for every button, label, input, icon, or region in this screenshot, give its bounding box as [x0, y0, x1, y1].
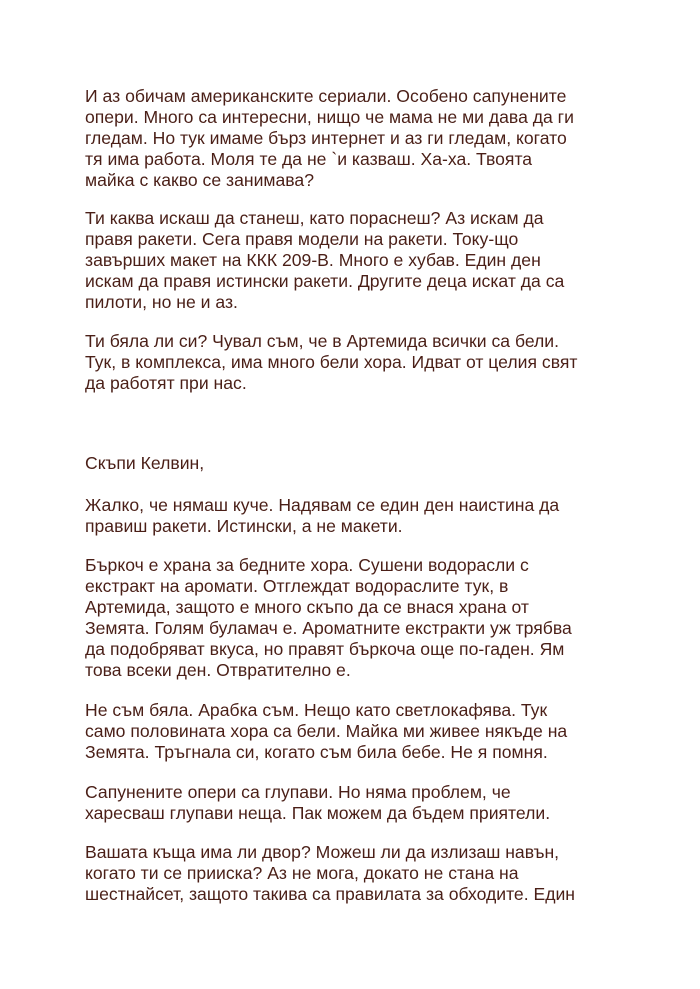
letter-one-paragraph-1	[85, 86, 625, 191]
text-line: опери. Много са интересни, нищо че мама не ми дава да ги	[85, 107, 574, 127]
text-line: правя ракети. Сега правя модели на ракети. Току-що	[85, 229, 519, 249]
letter-two-paragraph-1	[85, 495, 625, 537]
text-line: екстракт на аромати. Отглеждат водораслите тук, в	[85, 576, 509, 596]
text-line: правиш ракети. Истински, а не макети.	[85, 516, 403, 536]
text-line: Не съм бяла. Арабка съм. Нещо като светлокафява. Тук	[85, 700, 548, 720]
text-line: И аз обичам американските сериали. Особено сапунените	[85, 86, 567, 106]
letter-two-paragraph-3	[85, 700, 625, 763]
letter-two-salutation	[85, 453, 625, 474]
text-line: гледам. Но тук имаме бърз интернет и аз ги гледам, когато	[85, 128, 567, 148]
letter-two-paragraph-2	[85, 555, 625, 681]
text-line: майка с какво се занимава?	[85, 170, 315, 190]
text-line: завърших макет на ККК 209-В. Много е хубав. Един ден	[85, 250, 541, 270]
text-line: харесваш глупави неща. Пак можем да бъдем приятели.	[85, 803, 551, 823]
text-line: да работят при нас.	[85, 373, 247, 393]
text-line: пилоти, но не и аз.	[85, 292, 238, 312]
text-line: Земята. Тръгнала си, когато съм била бебе. Не я помня.	[85, 742, 548, 762]
text-line: Вашата къща има ли двор? Можеш ли да излизаш навън,	[85, 842, 560, 862]
text-line: Сапунените опери са глупави. Но няма проблем, че	[85, 782, 511, 802]
salutation: Скъпи Келвин,	[85, 453, 205, 473]
text-line: шестнайсет, защото такива са правилата за обходите. Един	[85, 884, 576, 904]
letter-one-paragraph-2	[85, 208, 625, 313]
text-line: Земята. Голям буламач е. Ароматните екстракти уж трябва	[85, 618, 572, 638]
text-line: когато ти се прииска? Аз не мога, докато не стана на	[85, 863, 519, 883]
text-line: тя има работа. Моля те да не `и казваш. Ха-ха. Твоята	[85, 149, 533, 169]
text-line: Ти бяла ли си? Чувал съм, че в Артемида всички са бели.	[85, 331, 559, 351]
text-line: Бъркоч е храна за бедните хора. Сушени водорасли с	[85, 555, 529, 575]
text-line: Артемида, защото е много скъпо да се внася храна от	[85, 597, 529, 617]
letter-two-paragraph-4	[85, 782, 625, 824]
text-line: да подобряват вкуса, но правят бъркоча още по-гаден. Ям	[85, 639, 565, 659]
text-line: Тук, в комплекса, има много бели хора. Идват от целия свят	[85, 352, 578, 372]
text-line: Жалко, че нямаш куче. Надявам се един ден наистина да	[85, 495, 560, 515]
text-line: искам да правя истински ракети. Другите деца искат да са	[85, 271, 565, 291]
text-line: това всеки ден. Отвратително е.	[85, 660, 351, 680]
letter-two-paragraph-5	[85, 842, 625, 905]
letter-one-paragraph-3	[85, 331, 625, 394]
text-line: Ти каква искаш да станеш, като пораснеш? Аз искам да	[85, 208, 544, 228]
text-line: само половината хора са бели. Майка ми живее някъде на	[85, 721, 568, 741]
